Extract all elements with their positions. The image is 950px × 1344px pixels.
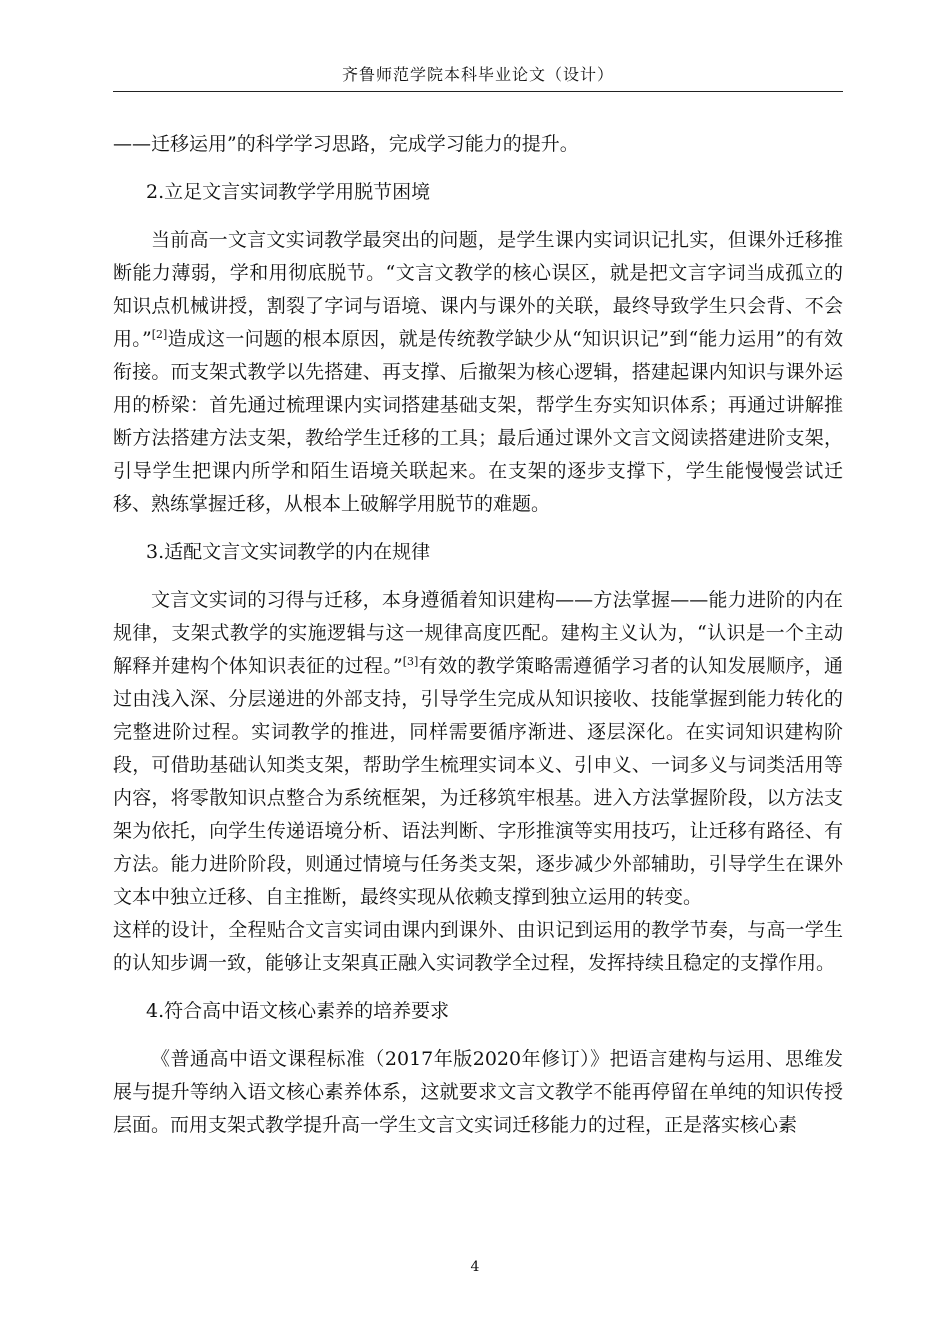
citation-3[interactable]: [3]	[402, 655, 419, 668]
page-body	[113, 128, 843, 1142]
page-number: 4	[470, 1259, 480, 1275]
paragraph-continuation: ——迁移运用”的科学学习思路，完成学习能力的提升。	[113, 133, 579, 155]
paragraph-4: 《普通高中语文课程标准（2017年版2020年修订）》把语言建构与运用、思维发展与提升等纳入语文核心素养体系，这就要求文言文教学不能再停留在单纯的知识传授层面。而用支架式教学提升高一学生文言文实词迁移能力的过程，正是落实核心素	[113, 1048, 843, 1136]
paragraph-3	[113, 584, 843, 914]
section-heading-3: 3.适配文言文实词教学的内在规律	[146, 541, 431, 563]
page-header: 齐鲁师范学院本科毕业论文（设计）	[113, 62, 843, 92]
paragraph-3-text-b: 有效的教学策略需遵循学习者的认知发展顺序，通过由浅入深、分层递进的外部支持，引导学生完成从知识接收、技能掌握到能力转化的完整进阶过程。实词教学的推进，同样需要循序渐进、逐层深化。在实词知识建构阶段，可借助基础认知类支架，帮助学生梳理实词本义、引申义、一词多义与词类活用等内容，将零散知识点整合为系统框架，为迁移筑牢根基。进入方法掌握阶段，以方法支架为依托，向学生传递语境分析、语法判断、字形推演等实用技巧，让迁移有路径、有方法。能力进阶阶段，则通过情境与任务类支架，逐步减少外部辅助，引导学生在课外文本中独立迁移、自主推断，最终实现从依赖支撑到独立运用的转变。	[113, 655, 843, 908]
paragraph-2	[113, 224, 843, 521]
section-heading-4: 4.符合高中语文核心素养的培养要求	[146, 1000, 450, 1022]
paragraph-2-text-b: 造成这一问题的根本原因，就是传统教学缺少从“知识识记”到“能力运用”的有效衔接。而支架式教学以先搭建、再支撑、后撤架为核心逻辑，搭建起课内知识与课外运用的桥梁：首先通过梳理课内实词搭建基础支架，帮学生夯实知识体系；再通过讲解推断方法搭建方法支架，教给学生迁移的工具；最后通过课外文言文阅读搭建进阶支架，引导学生把课内所学和陌生语境关联起来。在支架的逐步支撑下，学生能慢慢尝试迁移、熟练掌握迁移，从根本上破解学用脱节的难题。	[113, 328, 843, 515]
paragraph-3-text-a: 文言文实词的习得与迁移，本身遵循着知识建构——方法掌握——能力进阶的内在规律，支架式教学的实施逻辑与这一规律高度匹配。建构主义认为，“认识是一个主动解释并建构个体知识表征的过程。”	[113, 589, 843, 677]
section-heading-2: 2.立足文言实词教学学用脱节困境	[146, 181, 431, 203]
citation-2[interactable]: [2]	[151, 328, 168, 341]
paragraph-2-text-a: 当前高一文言文实词教学最突出的问题，是学生课内实词识记扎实，但课外迁移推断能力薄弱，学和用彻底脱节。“文言文教学的核心误区，就是把文言字词当成孤立的知识点机械讲授，割裂了字词与语境、课内与课外的关联，最终导致学生只会背、不会用。”	[113, 229, 843, 350]
paragraph-3-continuation: 这样的设计，全程贴合文言实词由课内到课外、由识记到运用的教学节奏，与高一学生的认知步调一致，能够让支架真正融入实词教学全过程，发挥持续且稳定的支撑作用。	[113, 919, 843, 974]
